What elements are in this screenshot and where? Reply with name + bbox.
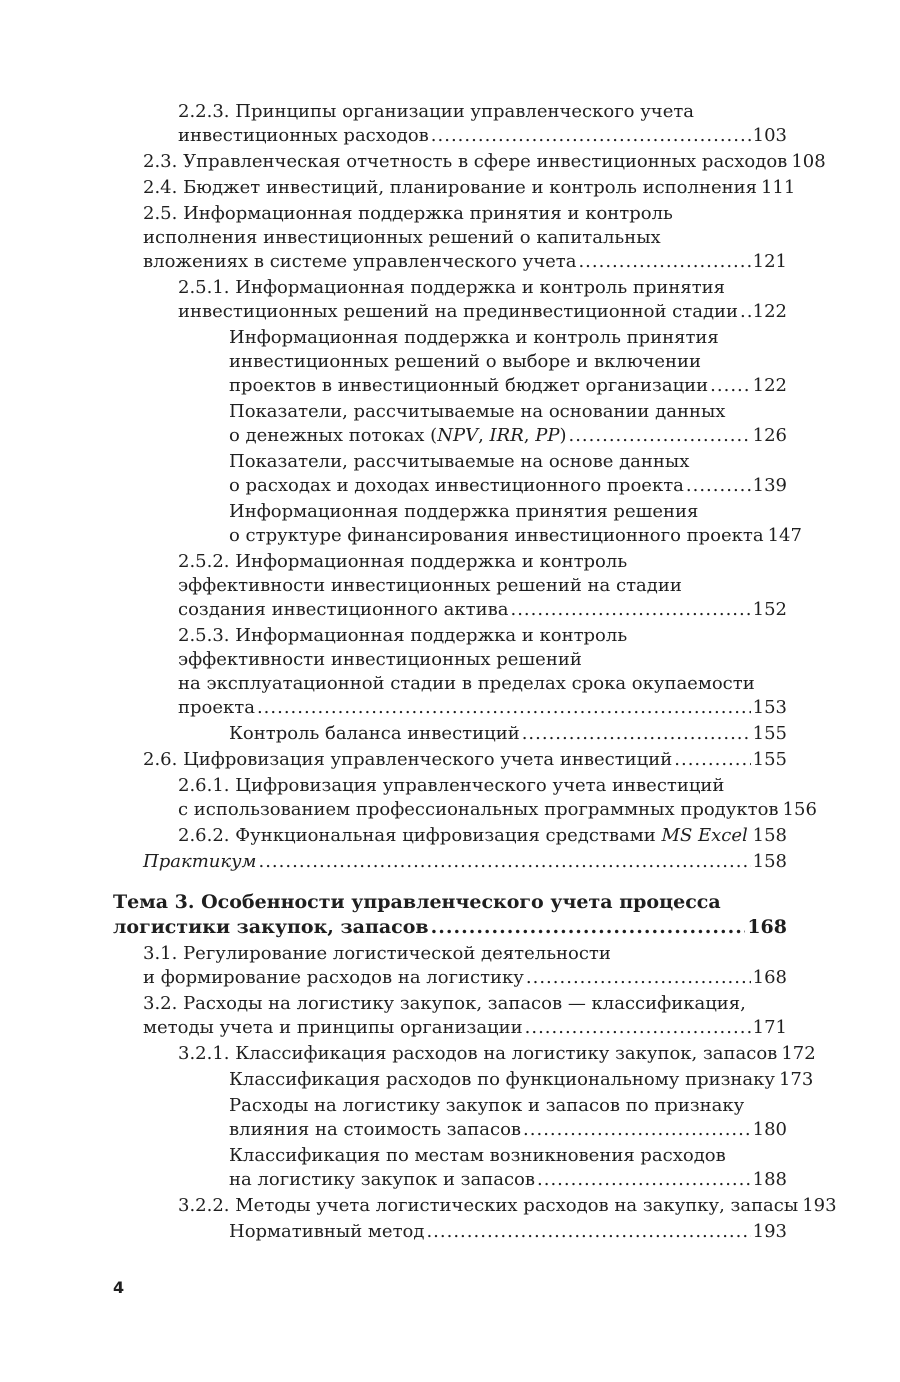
toc-entry-page: 108 [791,151,826,172]
toc-entry-last-line [178,696,787,720]
toc-entry-title: 3.2.1. Классификация расходов на логистику закупок, запасов [178,1043,778,1064]
toc-entry-last-line [229,1068,814,1092]
toc-entry-page: 193 [802,1195,837,1216]
toc-entry-last-line [178,300,787,324]
toc-entry-last-line [143,1016,787,1040]
toc-entry [143,202,787,274]
toc-entry [229,450,787,498]
toc-entry-page: 155 [752,749,787,770]
toc-entry-title: Контроль баланса инвестиций [229,723,520,744]
toc-entry-title: 2.3. Управленческая отчетность в сфере инвестиционных расходов [143,151,788,172]
dot-leader [523,1118,751,1142]
toc-entry-line: Информационная поддержка и контроль принятия [229,327,719,348]
toc-entry [178,1042,816,1066]
toc-entry-line: на эксплуатационной стадии в пределах срока окупаемости [178,673,755,694]
dot-leader [426,1220,750,1244]
toc-entry-line: исполнения инвестиционных решений о капитальных [143,227,661,248]
toc-entry [143,748,787,772]
toc-entry-page: 126 [752,425,787,446]
toc-entry [143,942,787,990]
toc-entry-page: 158 [752,851,787,872]
toc-entry-line: инвестиционных решений о выборе и включении [229,351,702,372]
toc-entry-title: 2.6. Цифровизация управленческого учета инвестиций [143,749,673,770]
toc-entry-page: 103 [752,125,787,146]
table-of-contents [0,100,900,1246]
toc-entry-line: Информационная поддержка принятия решения [229,501,699,522]
toc-entry-page: 172 [781,1043,816,1064]
toc-entry-line: 2.6.1. Цифровизация управленческого учета инвестиций [178,775,725,796]
toc-entry [229,722,787,746]
dot-leader [750,824,751,848]
toc-entry-line: Показатели, рассчитываемые на основе данных [229,451,690,472]
toc-entry-title: Нормативный метод [229,1221,425,1242]
dot-leader [526,966,751,990]
toc-entry-line: 2.2.3. Принципы организации управленческого учета [178,101,695,122]
toc-entry-last-line [229,474,787,498]
toc-entry [229,1220,787,1244]
toc-entry [178,550,787,622]
toc-entry-title: и формирование расходов на логистику [143,967,524,988]
toc-entry-title: создания инвестиционного актива [178,599,509,620]
toc-entry-last-line [143,250,787,274]
toc-entry-last-line [229,424,787,448]
toc-entry-line: 2.5.3. Информационная поддержка и контроль [178,625,628,646]
toc-entry-page: 180 [752,1119,787,1140]
toc-entry-title: логистики закупок, запасов [113,916,429,938]
dot-leader [578,250,750,274]
toc-entry-last-line [178,598,787,622]
toc-entry-title: на логистику закупок и запасов [229,1169,535,1190]
toc-entry-last-line [229,1220,787,1244]
toc-entry-last-line [178,124,787,148]
toc-entry-title: 2.6.2. Функциональная цифровизация средствами MS Excel [178,825,748,846]
dot-leader [568,424,750,448]
toc-entry [143,176,796,200]
toc-entry-title: проектов в инвестиционный бюджет организации [229,375,709,396]
toc-entry [229,1144,787,1192]
toc-entry-page: 122 [752,301,787,322]
toc-entry-page: 139 [752,475,787,496]
toc-entry-title: методы учета и принципы организации [143,1017,523,1038]
toc-entry-title: Классификация расходов по функциональному признаку [229,1069,775,1090]
toc-entry-last-line [143,966,787,990]
toc-entry-title: вложениях в системе управленческого учета [143,251,577,272]
dot-leader [674,748,750,772]
toc-entry-page: 168 [752,967,787,988]
toc-entry-title: о структуре финансирования инвестиционного проекта [229,525,764,546]
toc-entry-last-line [178,798,817,822]
dot-leader [525,1016,751,1040]
dot-leader [257,696,751,720]
toc-entry-title: Практикум [143,851,257,872]
dot-leader [522,722,751,746]
toc-entry-last-line [113,915,787,940]
toc-entry-page: 122 [752,375,787,396]
toc-entry-line: 2.5.1. Информационная поддержка и контроль принятия [178,277,726,298]
toc-entry-last-line [143,748,787,772]
toc-entry-title: с использованием профессиональных программных продуктов [178,799,779,820]
toc-entry [229,400,787,448]
toc-entry-line: Классификация по местам возникновения расходов [229,1145,726,1166]
toc-entry-title: 3.2.2. Методы учета логистических расходов на закупку, запасы [178,1195,799,1216]
toc-entry-line: Расходы на логистику закупок и запасов по признаку [229,1095,745,1116]
toc-entry-last-line [229,722,787,746]
toc-entry-page: 156 [782,799,817,820]
toc-entry [229,1068,814,1092]
toc-entry-last-line [178,1042,816,1066]
toc-entry [229,326,787,398]
toc-entry [143,150,826,174]
dot-leader [686,474,751,498]
toc-entry-last-line [229,524,802,548]
toc-entry-line: 2.5.2. Информационная поддержка и контроль [178,551,628,572]
toc-entry-title: инвестиционных расходов [178,125,429,146]
toc-entry-page: 153 [752,697,787,718]
toc-entry-title: инвестиционных решений на прединвестиционной стадии [178,301,739,322]
toc-entry-line: 3.2. Расходы на логистику закупок, запасов — классификация, [143,993,746,1014]
toc-entry-last-line [229,1118,787,1142]
toc-entry [229,500,802,548]
toc-entry-last-line [178,1194,837,1218]
toc-entry [178,824,787,848]
toc-entry [178,100,787,148]
toc-entry-last-line [229,374,787,398]
toc-entry [178,1194,837,1218]
toc-entry-page: 188 [752,1169,787,1190]
toc-entry-page: 193 [752,1221,787,1242]
toc-entry-title: проекта [178,697,255,718]
toc-entry-title: о денежных потоках (NPV, IRR, PP) [229,425,567,446]
toc-entry-page: 111 [760,177,796,198]
toc-entry [229,1094,787,1142]
dot-leader [258,850,750,874]
toc-entry-title: о расходах и доходах инвестиционного проекта [229,475,684,496]
toc-entry-line: 2.5. Информационная поддержка принятия и контроль [143,203,673,224]
toc-entry-last-line [229,1168,787,1192]
toc-entry-line: эффективности инвестиционных решений [178,649,582,670]
toc-entry-line: 3.1. Регулирование логистической деятельности [143,943,611,964]
dot-leader [510,598,750,622]
dot-leader [537,1168,751,1192]
dot-leader [740,300,751,324]
toc-entry [113,890,787,940]
toc-entry-last-line [143,850,787,874]
toc-entry [178,276,787,324]
toc-entry-page: 147 [767,525,802,546]
toc-entry [178,774,817,822]
toc-entry-page: 168 [747,916,787,938]
toc-entry-last-line [143,150,826,174]
toc-entry [143,850,787,874]
toc-entry [178,624,787,720]
toc-entry-page: 171 [752,1017,787,1038]
toc-entry-line: эффективности инвестиционных решений на стадии [178,575,682,596]
dot-leader [431,124,751,148]
toc-entry-line: Показатели, рассчитываемые на основании данных [229,401,726,422]
toc-entry-page: 121 [752,251,787,272]
toc-entry-page: 173 [778,1069,814,1090]
toc-entry-last-line [178,824,787,848]
toc-entry-page: 152 [752,599,787,620]
dot-leader [431,915,746,940]
toc-entry-title: влияния на стоимость запасов [229,1119,522,1140]
toc-entry-page: 158 [752,825,787,846]
page-number: 4 [113,1278,125,1297]
toc-entry [143,992,787,1040]
toc-entry-page: 155 [752,723,787,744]
toc-entry-line: Тема 3. Особенности управленческого учета процесса [113,891,721,913]
dot-leader [710,374,750,398]
toc-entry-last-line [143,176,796,200]
toc-entry-title: 2.4. Бюджет инвестиций, планирование и контроль исполнения [143,177,757,198]
